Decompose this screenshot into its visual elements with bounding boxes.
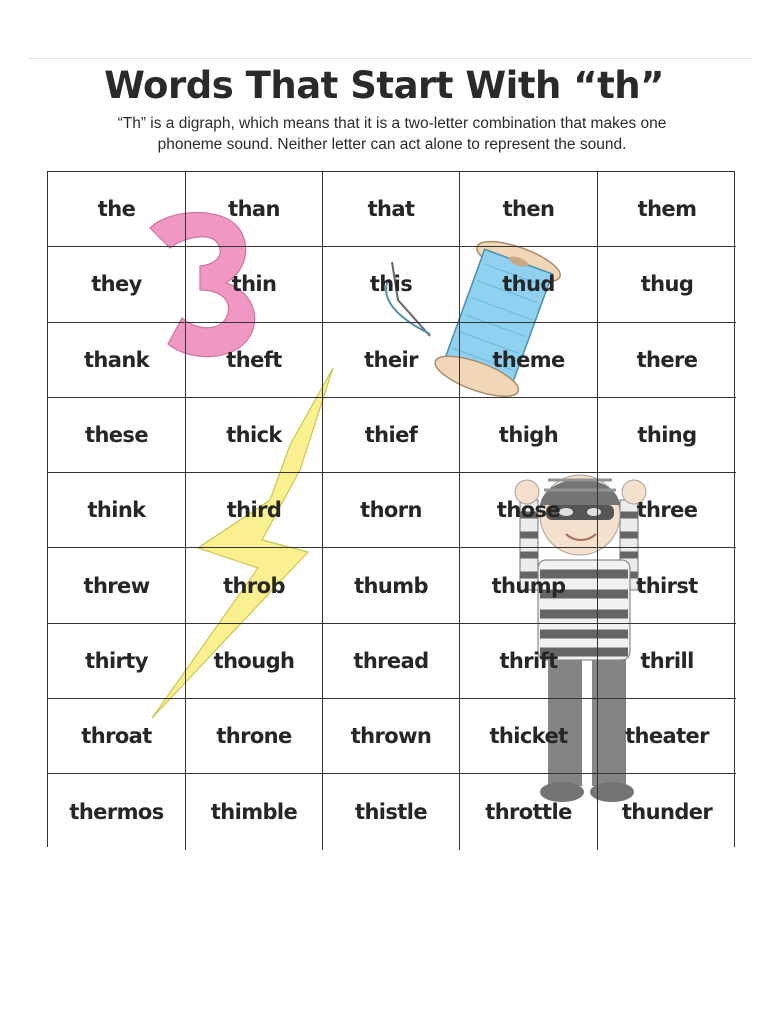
word-cell: there bbox=[598, 323, 736, 398]
word-cell: thud bbox=[460, 247, 598, 322]
word-cell: thirst bbox=[598, 548, 736, 623]
word-cell: thrift bbox=[460, 624, 598, 699]
word-cell: their bbox=[323, 323, 460, 398]
word-cell: thrill bbox=[598, 624, 736, 699]
word-cell: thirty bbox=[48, 624, 186, 699]
word-cell: then bbox=[460, 172, 598, 247]
word-cell: thug bbox=[598, 247, 736, 322]
word-cell: thermos bbox=[48, 774, 186, 849]
word-cell: think bbox=[48, 473, 186, 548]
word-cell: throttle bbox=[460, 774, 598, 849]
word-cell: the bbox=[48, 172, 186, 247]
subtitle-line-2: phoneme sound. Neither letter can act alone to represent the sound. bbox=[157, 136, 627, 153]
word-cell: thicket bbox=[460, 699, 598, 774]
word-cell: theme bbox=[460, 323, 598, 398]
word-cell: thumb bbox=[323, 548, 460, 623]
word-cell: them bbox=[598, 172, 736, 247]
word-cell: thing bbox=[598, 398, 736, 473]
word-cell: thin bbox=[186, 247, 323, 322]
word-cell: this bbox=[323, 247, 460, 322]
word-cell: these bbox=[48, 398, 186, 473]
word-cell: thistle bbox=[323, 774, 460, 849]
word-cell: thank bbox=[48, 323, 186, 398]
subtitle-line-1: “Th” is a digraph, which means that it is a two-letter combination that makes one bbox=[117, 115, 667, 132]
word-cell: three bbox=[598, 473, 736, 548]
word-cell: than bbox=[186, 172, 323, 247]
word-cell: throb bbox=[186, 548, 323, 623]
word-cell: throat bbox=[48, 699, 186, 774]
word-grid bbox=[47, 171, 735, 847]
word-cell: thread bbox=[323, 624, 460, 699]
word-cell: thief bbox=[323, 398, 460, 473]
word-cell: third bbox=[186, 473, 323, 548]
word-cell: thimble bbox=[186, 774, 323, 849]
word-cell: thorn bbox=[323, 473, 460, 548]
word-cell: those bbox=[460, 473, 598, 548]
word-cell: thrown bbox=[323, 699, 460, 774]
word-cell: throne bbox=[186, 699, 323, 774]
word-cell: thigh bbox=[460, 398, 598, 473]
word-cell: thunder bbox=[621, 800, 713, 825]
word-cell: though bbox=[186, 624, 323, 699]
word-cell: that bbox=[323, 172, 460, 247]
word-cell: thump bbox=[460, 548, 598, 623]
word-cell: theater bbox=[598, 699, 736, 774]
page-title: Words That Start With “th” bbox=[104, 64, 664, 107]
word-cell: thick bbox=[186, 398, 323, 473]
word-cell: theft bbox=[186, 323, 323, 398]
word-cell: threw bbox=[48, 548, 186, 623]
word-cell: they bbox=[48, 247, 186, 322]
